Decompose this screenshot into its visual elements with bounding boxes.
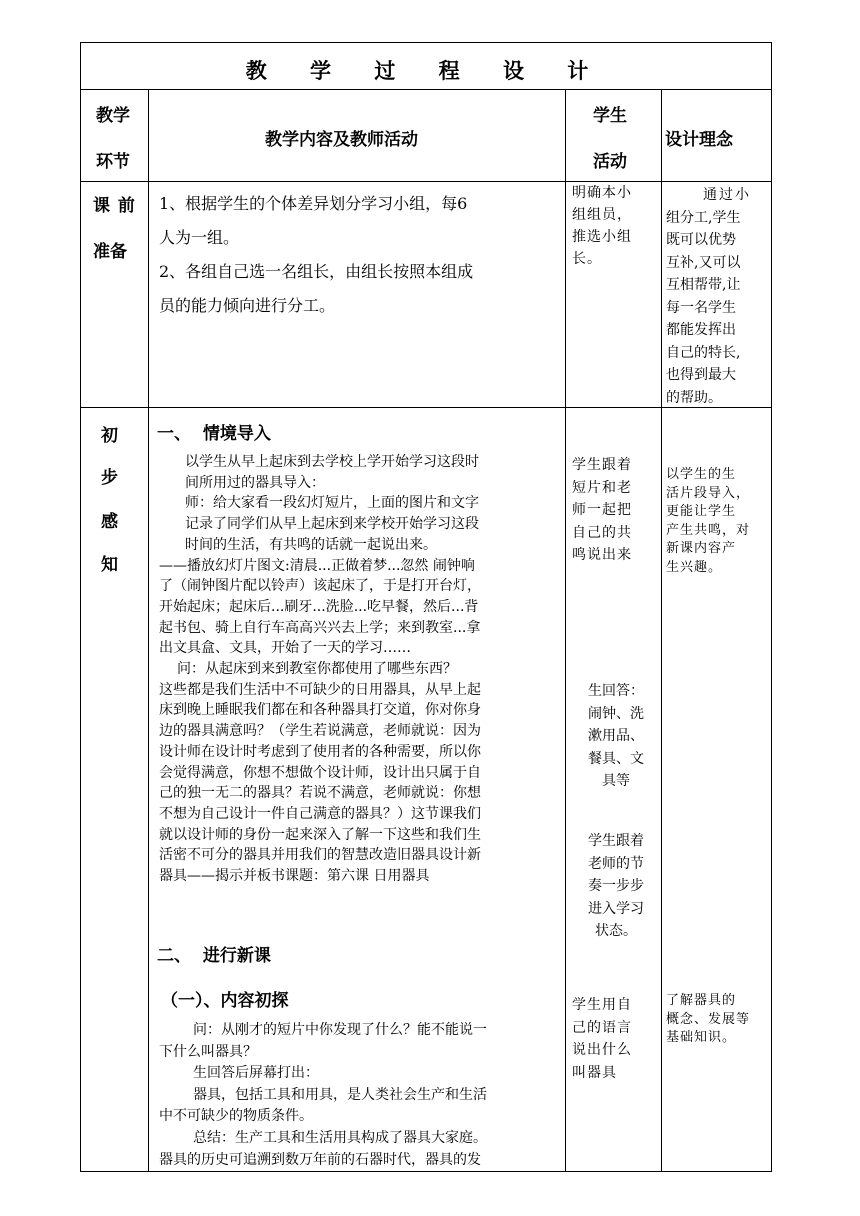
text-line: 下什么叫器具？ (159, 1043, 257, 1060)
text-line: 概念、发展等 (666, 1011, 751, 1027)
text-line: 长。 (572, 251, 602, 267)
text-line: 老师的节 (588, 855, 644, 872)
text-line: 器具，包括工具和用具，是人类社会生产和生活 (193, 1086, 487, 1103)
text-line: 也得到最大 (666, 367, 736, 383)
text-line: 的帮助。 (666, 389, 722, 406)
text-line: 生回答后屏幕打出： (193, 1065, 319, 1082)
explore-content (159, 1020, 487, 1171)
text-line: 以学生的生 (666, 467, 737, 482)
text-line: 具等 (602, 773, 630, 789)
stage-preparation-b: 准备 (93, 242, 127, 262)
intro-content (159, 452, 481, 887)
text-line: 边的器具满意吗？（学生若说满意，老师就说：因为 (159, 723, 481, 740)
text-line: 每一名学生 (666, 299, 736, 316)
text-line: 通过小 (703, 187, 751, 203)
header-student-line1: 学生 (593, 106, 627, 126)
text-line: 明确本小 (572, 185, 632, 201)
text-line: 以学生从早上起床到去学校上学开始学习这段时 (185, 454, 479, 470)
stage-perception-3: 感 (101, 512, 118, 532)
text-line: 新课内容产 (666, 541, 737, 556)
student-activity-d (572, 994, 632, 1084)
student-activity-a (572, 454, 632, 567)
text-line: 奏一步步 (588, 878, 644, 894)
section-new-lesson: 二、 进行新课 (157, 946, 271, 966)
header-student-line2: 活动 (593, 152, 627, 172)
text-line: 记录了同学们从早上起床到来学校开始学习这段 (185, 516, 479, 533)
text-line: 更能让学生 (666, 504, 737, 519)
text-line: 总结：生产工具和生活用具构成了器具大家庭。 (193, 1129, 487, 1146)
text-line: 就以设计师的身份一起来深入了解一下这些和我们生 (159, 826, 481, 843)
student-activity-c (575, 830, 657, 943)
text-line: 问：从起床到来到教室你都使用了哪些东西？ (177, 661, 457, 678)
text-line: 间所用过的器具导入： (185, 474, 325, 491)
text-line: 起书包、骑上自行车高高兴兴去上学；来到教室...拿 (159, 619, 481, 636)
text-line: ——播放幻灯片图文:清晨...正做着梦...忽然 闹钟响 (159, 557, 475, 574)
text-line: 叫器具 (572, 1064, 617, 1081)
text-line: 产生共鸣，对 (666, 522, 751, 538)
text-line: 生兴趣。 (666, 559, 723, 575)
preparation-concept (666, 184, 751, 409)
text-line: 问：从刚才的短片中你发现了什么？能不能说一 (193, 1022, 487, 1038)
text-line: 学生跟着 (572, 457, 632, 473)
text-line: 师一起把 (572, 502, 632, 518)
header-content: 教学内容及教师活动 (265, 130, 418, 150)
text-line: 师：给大家看一段幻灯短片，上面的图片和文字 (185, 495, 479, 512)
header-concept: 设计理念 (665, 130, 733, 150)
text-line: 会觉得满意，你想不想做个设计师，设计出只属于自 (159, 764, 481, 781)
text-line: 己的语言 (572, 1019, 632, 1036)
text-line: 进入学习 (588, 900, 644, 917)
design-concept-b (666, 992, 750, 1048)
stage-preparation-a: 课 前 (93, 196, 136, 216)
stage-perception-4: 知 (101, 555, 118, 575)
text-line: 餐具、文 (588, 750, 644, 767)
column-divider (661, 89, 662, 1171)
text-line: 活片段导入， (666, 485, 751, 501)
text-line: 基础知识。 (666, 1030, 737, 1045)
text-line: 开始起床；起床后...刷牙...洗脸...吃早餐，然后...背 (159, 598, 479, 615)
text-line: 互相帮带,让 (666, 277, 741, 293)
text-line: 生回答： (588, 683, 644, 699)
design-concept-a (666, 466, 750, 577)
section-situation-intro: 一、 情境导入 (157, 424, 271, 444)
table-title: 教 学 过 程 设 计 (245, 59, 607, 83)
text-line: 不想为自己设计一件自己满意的器具？）这节课我们 (159, 805, 481, 822)
text-line: 床到晚上睡眠我们都在和各种器具打交道，你对你身 (159, 702, 481, 719)
text-line: 了（闹钟图片配以铃声）该起床了，于是打开台灯， (159, 578, 481, 595)
text-line: 漱用品、 (588, 728, 644, 744)
text-line: 都能发挥出 (666, 322, 736, 338)
text-line: 学生跟着 (588, 833, 644, 849)
text-line: 组分工,学生 (666, 209, 741, 226)
text-line: 状态。 (595, 923, 637, 939)
text-line: 出文具盒、文具，开始了一天的学习…… (159, 640, 411, 657)
section-content-explore: （一）、内容初探 (161, 991, 289, 1011)
text-line: 了解器具的 (666, 993, 737, 1008)
text-line: 1、根据学生的个体差异划分学习小组，每6 (159, 194, 468, 213)
row-divider (81, 181, 771, 182)
text-line: 人为一组。 (159, 228, 240, 247)
text-line: 既可以优势 (666, 232, 736, 248)
header-stage-line2: 环节 (96, 152, 130, 172)
text-line: 自己的共 (572, 524, 632, 541)
text-line: 鸣说出来 (572, 547, 632, 563)
row-divider (81, 89, 771, 90)
text-line: 学生用自 (572, 997, 632, 1013)
column-divider (148, 89, 149, 1171)
lesson-design-table (80, 42, 772, 1172)
stage-perception-1: 初 (101, 426, 118, 446)
text-line: 时间的生活，有共鸣的话就一起说出来。 (185, 536, 437, 553)
text-line: 互补,又可以 (666, 254, 741, 271)
stage-perception-2: 步 (101, 468, 118, 488)
text-line: 这些都是我们生活中不可缺少的日用器具，从早上起 (159, 681, 481, 698)
column-divider (565, 89, 566, 1171)
text-line: 闹钟、洗 (588, 705, 644, 722)
text-line: 设计师在设计时考虑到了使用者的各种需要，所以你 (159, 743, 481, 760)
preparation-student (572, 182, 632, 270)
text-line: 器具的历史可追溯到数万年前的石器时代，器具的发 (159, 1151, 481, 1168)
text-line: 己的独一无二的器具？若说不满意，老师就说：你想 (159, 785, 481, 802)
text-line: 员的能力倾向进行分工。 (159, 296, 336, 315)
text-line: 器具——揭示并板书课题：第六课 日用器具 (159, 868, 430, 885)
text-line: 短片和老 (572, 479, 632, 496)
text-line: 2、各组自己选一名组长，由组长按照本组成 (159, 262, 474, 281)
text-line: 推选小组 (572, 229, 632, 245)
text-line: 活密不可分的器具并用我们的智慧改造旧器具设计新 (159, 847, 481, 864)
text-line: 说出什么 (572, 1042, 632, 1058)
text-line: 自己的特长, (666, 344, 741, 361)
text-line: 组组员， (572, 207, 632, 223)
text-line: 中不可缺少的物质条件。 (159, 1108, 313, 1125)
student-activity-b (575, 680, 657, 793)
header-stage-line1: 教学 (96, 106, 130, 126)
preparation-content (159, 187, 473, 323)
